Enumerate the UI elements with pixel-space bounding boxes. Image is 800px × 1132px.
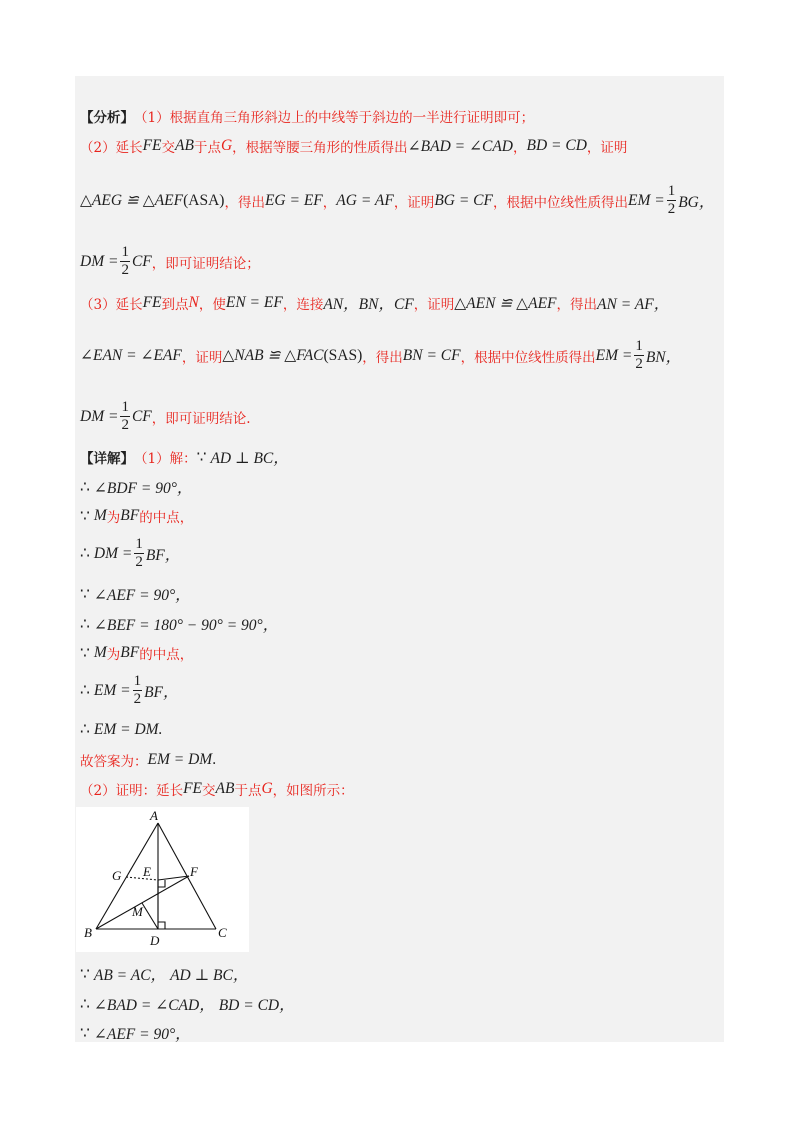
detail-line-1: 【详解】 （1）解： ∵ AD ⊥ BC， bbox=[80, 448, 289, 467]
detail-line-10: （2）证明：延长 FE 交 AB 于点 G ，如图所示： bbox=[80, 780, 354, 799]
right-angle-D bbox=[158, 922, 165, 929]
analysis-tag: 【分析】 bbox=[80, 110, 134, 126]
label-E: E bbox=[143, 864, 151, 879]
right-angle-E bbox=[158, 880, 165, 887]
analysis-line-3: △AEG ≌ △AEF (ASA) ，得出 EG = EF ， AG = AF ，证明 BG = CF ，根据中位线性质得出 EM = $\frac{1}{2}$ BG， bbox=[80, 183, 715, 217]
triangle-diagram bbox=[76, 807, 249, 952]
segment-BF bbox=[96, 876, 189, 929]
detail-answer: 故答案为： EM = DM . bbox=[80, 751, 217, 770]
detail-line-5: ∵ ∠AEF = 90°， bbox=[80, 585, 191, 604]
detail-line-12: ∴ ∠BAD = ∠CAD， BD = CD， bbox=[80, 995, 295, 1014]
fraction-half: $\frac{1}{2}$ bbox=[121, 244, 129, 278]
detail-line-11: ∵ AB = AC， AD ⊥ BC， bbox=[80, 965, 249, 984]
analysis-line-1 bbox=[80, 106, 534, 126]
segment-DM bbox=[142, 903, 158, 929]
detail-line-13: ∵ ∠AEF = 90°， bbox=[80, 1024, 191, 1043]
fraction-half: $\frac{1}{2}$ bbox=[667, 183, 676, 217]
fraction-half: $\frac{1}{2}$ bbox=[135, 536, 143, 570]
label-A: A bbox=[150, 808, 158, 823]
fraction-half: $\frac{1}{2}$ bbox=[133, 673, 142, 707]
segment-EF bbox=[158, 876, 189, 880]
label-G: G bbox=[112, 868, 122, 883]
fraction-half: $\frac{1}{2}$ bbox=[635, 338, 643, 372]
segment-GE bbox=[126, 877, 158, 880]
detail-line-3: ∵ M 为 BF 的中点， bbox=[80, 507, 194, 526]
detail-tag: 【详解】 bbox=[80, 451, 134, 467]
analysis-line-6: ∠EAN = ∠EAF ，证明 △NAB ≌ △FAC (SAS) ，得出 BN = CF ，根据中位线性质得出 EM = $\frac{1}{2}$ BN， bbox=[80, 338, 682, 372]
geometry-figure bbox=[76, 807, 249, 952]
label-B: B bbox=[84, 925, 92, 940]
label-F: F bbox=[190, 864, 198, 879]
detail-line-2: ∴ ∠BDF = 90°， bbox=[80, 478, 193, 497]
detail-line-4: ∴ DM = $\frac{1}{2}$ BF， bbox=[80, 536, 181, 570]
fraction-half: $\frac{1}{2}$ bbox=[121, 399, 129, 433]
detail-line-9: ∴ EM = DM. bbox=[80, 720, 163, 738]
analysis-step-1: （1）根据直角三角形斜边上的中线等于斜边的一半进行证明即可； bbox=[134, 110, 535, 126]
analysis-line-4: DM = $\frac{1}{2}$ CF ，即可证明结论； bbox=[80, 244, 260, 278]
label-M: M bbox=[132, 904, 143, 919]
analysis-line-5: （3）延长 FE 到点 N ，使 EN = EF ，连接 AN，BN，CF ，证明 △AEN ≌ △AEF ，得出 AN = AF， bbox=[80, 294, 670, 313]
analysis-line-2: （2）延长 FE 交 AB 于点 G ，根据等腰三角形的性质得出 ∠BAD = ∠CAD ， BD = CD ，证明 bbox=[80, 137, 628, 156]
detail-line-6: ∴ ∠BEF = 180° − 90° = 90°， bbox=[80, 615, 279, 634]
label-D: D bbox=[150, 933, 160, 948]
detail-line-8: ∴ EM = $\frac{1}{2}$ BF， bbox=[80, 673, 179, 707]
label-C: C bbox=[218, 925, 227, 940]
detail-line-7: ∵ M 为 BF 的中点， bbox=[80, 644, 194, 663]
analysis-line-7: DM = $\frac{1}{2}$ CF ，即可证明结论. bbox=[80, 399, 251, 433]
